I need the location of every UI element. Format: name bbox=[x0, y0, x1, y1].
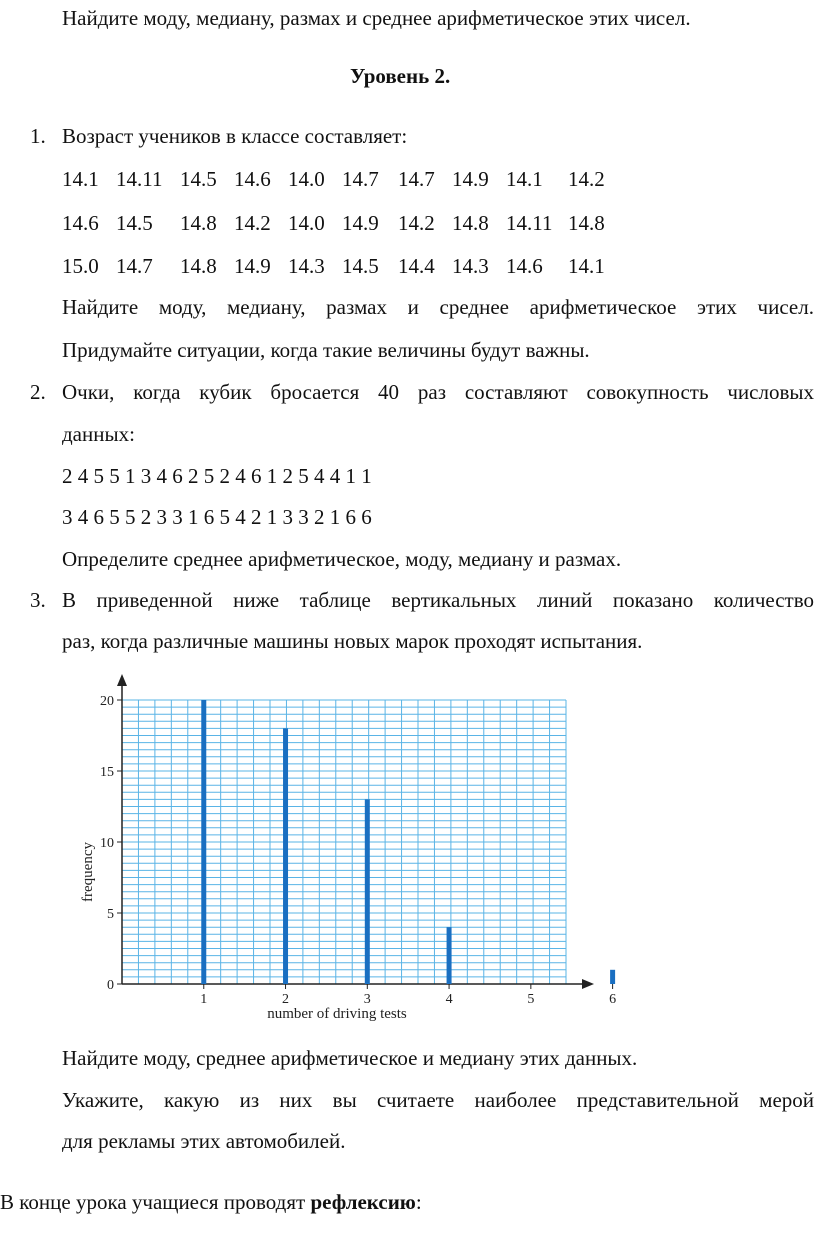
data-value: 14.2 bbox=[234, 211, 271, 235]
data-value: 14.9 bbox=[452, 167, 489, 191]
bar bbox=[365, 799, 370, 984]
data-value: 14.8 bbox=[568, 211, 605, 235]
data-value: 14.1 bbox=[62, 167, 99, 191]
data-value: 14.0 bbox=[288, 167, 325, 191]
data-value: 14.5 bbox=[116, 211, 153, 235]
data-value: 14.4 bbox=[398, 254, 435, 278]
bar bbox=[201, 700, 206, 984]
data-value: 14.5 bbox=[342, 254, 379, 278]
data-value: 14.1 bbox=[506, 167, 543, 191]
data-value: 14.3 bbox=[288, 254, 325, 278]
closing-prefix: В конце урока учащиеся проводят bbox=[0, 1190, 311, 1214]
task-3-number: 3. bbox=[30, 588, 46, 612]
task-3-question-line-2: Укажите, какую из них вы считаете наиболее представительной мерой bbox=[62, 1088, 814, 1112]
level-heading: Уровень 2. bbox=[350, 64, 451, 88]
data-value: 14.11 bbox=[506, 211, 553, 235]
data-value: 14.6 bbox=[62, 211, 99, 235]
task-2-intro-line-2: данных: bbox=[62, 422, 135, 446]
y-axis-label: frequency bbox=[80, 842, 96, 902]
task-1-number: 1. bbox=[30, 124, 46, 148]
data-value: 14.2 bbox=[568, 167, 605, 191]
data-value: 14.8 bbox=[452, 211, 489, 235]
y-tick-label: 20 bbox=[100, 694, 114, 709]
data-value: 14.9 bbox=[234, 254, 271, 278]
data-value: 15.0 bbox=[62, 254, 99, 278]
closing-emphasis: рефлексию bbox=[310, 1190, 416, 1214]
data-value: 14.0 bbox=[288, 211, 325, 235]
data-value: 14.7 bbox=[398, 167, 435, 191]
data-value: 14.11 bbox=[116, 167, 163, 191]
bar bbox=[447, 927, 452, 984]
task-2-data-row-2: 3 4 6 5 5 2 3 3 1 6 5 4 2 1 3 3 2 1 6 6 bbox=[62, 505, 372, 529]
x-tick-label: 5 bbox=[527, 992, 535, 1007]
task-3-question-line-1: Найдите моду, среднее арифметическое и медиану этих данных. bbox=[62, 1046, 638, 1070]
data-value: 14.2 bbox=[398, 211, 435, 235]
task-3-intro-line-2: раз, когда различные машины новых марок проходят испытания. bbox=[62, 629, 643, 653]
task-1-data-row bbox=[62, 253, 605, 279]
task-2-intro-line-1: Очки, когда кубик бросается 40 раз составляют совокупность числовых bbox=[62, 380, 814, 404]
x-tick-label: 2 bbox=[282, 992, 290, 1007]
task-3-question-line-3: для рекламы этих автомобилей. bbox=[62, 1129, 346, 1153]
data-value: 14.8 bbox=[180, 211, 217, 235]
task-1-data-row bbox=[62, 210, 605, 236]
y-axis-arrow bbox=[117, 674, 127, 686]
data-value: 14.9 bbox=[342, 211, 379, 235]
bar bbox=[283, 728, 288, 984]
task-3-intro-line-1: В приведенной ниже таблице вертикальных линий показано количество bbox=[62, 588, 814, 612]
task-1-intro: Возраст учеников в классе составляет: bbox=[62, 124, 408, 148]
data-value: 14.6 bbox=[234, 167, 271, 191]
data-value: 14.6 bbox=[506, 254, 543, 278]
task-2-number: 2. bbox=[30, 380, 46, 404]
closing-suffix: : bbox=[415, 1190, 422, 1214]
data-value: 14.1 bbox=[568, 254, 605, 278]
data-value: 14.5 bbox=[180, 167, 217, 191]
task-1-question-line-2: Придумайте ситуации, когда такие величины будут важны. bbox=[62, 338, 590, 362]
y-tick-label: 5 bbox=[107, 907, 114, 922]
data-value: 14.8 bbox=[180, 254, 217, 278]
x-tick-label: 3 bbox=[363, 992, 371, 1007]
bar bbox=[610, 970, 615, 984]
x-axis-label: number of driving tests bbox=[267, 1006, 407, 1022]
data-value: 14.3 bbox=[452, 254, 489, 278]
y-tick-label: 15 bbox=[100, 765, 114, 780]
closing-line bbox=[0, 1189, 422, 1215]
task-1-question-line-1: Найдите моду, медиану, размах и среднее арифметическое этих чисел. bbox=[62, 295, 814, 319]
task-2-question: Определите среднее арифметическое, моду, медиану и размах. bbox=[62, 547, 622, 571]
intro-line: Найдите моду, медиану, размах и среднее арифметическое этих чисел. bbox=[62, 6, 691, 30]
data-value: 14.7 bbox=[116, 254, 153, 278]
driving-tests-bar-chart bbox=[72, 672, 617, 1032]
y-tick-label: 0 bbox=[107, 978, 114, 993]
x-tick-label: 4 bbox=[445, 992, 453, 1007]
y-tick-label: 10 bbox=[100, 836, 114, 851]
x-tick-label: 1 bbox=[200, 992, 208, 1007]
data-value: 14.7 bbox=[342, 167, 379, 191]
x-axis-arrow bbox=[582, 979, 594, 989]
task-1-data-row bbox=[62, 166, 605, 192]
x-tick-label: 6 bbox=[609, 992, 617, 1007]
task-2-data-row-1: 2 4 5 5 1 3 4 6 2 5 2 4 6 1 2 5 4 4 1 1 bbox=[62, 464, 372, 488]
